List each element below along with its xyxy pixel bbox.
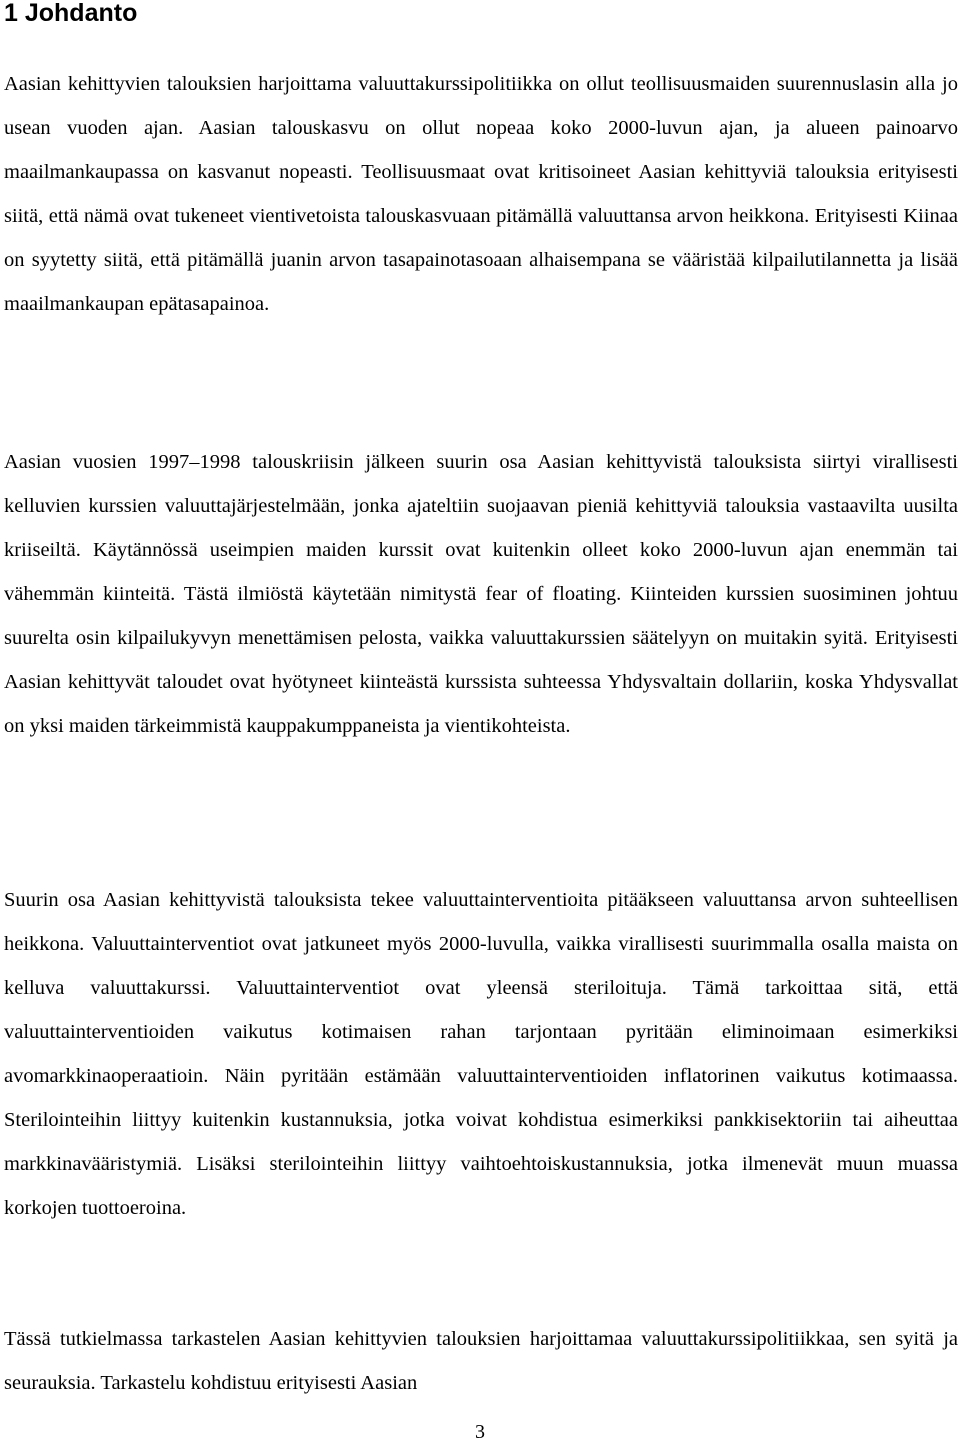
section-heading: 1 Johdanto [4, 0, 138, 27]
page-number: 3 [475, 1421, 485, 1443]
paragraph-1: Aasian kehittyvien talouksien harjoittama valuuttakurssipolitiikka on ollut teollisuusmaiden suurennuslasin alla jo usean vuoden ajan. Aasian talouskasvu on ollut nopeaa koko 2000-luvun ajan, ja alueen painoarvo maailmankaupassa on kasvanut nopeasti. Teollisuusmaat ovat kritisoineet Aasian kehittyviä talouksia erityisesti siitä, että nämä ovat tukeneet vientivetoista talouskasvuaan pitämällä valuuttansa arvon heikkona. Erityisesti Kiinaa on syytetty siitä, että pitämällä juanin arvon tasapainotasoaan alhaisempana se vääristää kilpailutilannetta ja lisää maailmankaupan epätasapainoa. [4, 73, 958, 315]
paragraph-4: Tässä tutkielmassa tarkastelen Aasian kehittyvien talouksien harjoittamaa valuuttakurssipolitiikkaa, sen syitä ja seurauksia. Tarkastelu kohdistuu erityisesti Aasian [4, 1328, 958, 1394]
paragraph-3: Suurin osa Aasian kehittyvistä talouksista tekee valuuttainterventioita pitääkseen valuuttansa arvon suhteellisen heikkona. Valuuttainterventiot ovat jatkuneet myös 2000-luvulla, vaikka virallisesti suurimmalla osalla maista on kelluva valuuttakurssi. Valuuttainterventiot ovat yleensä steriloituja. Tämä tarkoittaa sitä, että valuuttainterventioiden vaikutus kotimaisen rahan tarjontaan pyritään eliminoimaan esimerkiksi avomarkkinaoperaatioin. Näin pyritään estämään valuuttainterventioiden inflatorinen vaikutus kotimaassa. Sterilointeihin liittyy kuitenkin kustannuksia, jotka voivat kohdistua esimerkiksi pankkisektoriin tai aiheuttaa markkinavääristymiä. Lisäksi sterilointeihin liittyy vaihtoehtoiskustannuksia, jotka ilmenevät muun muassa korkojen tuottoeroina. [4, 889, 958, 1219]
paragraph-2: Aasian vuosien 1997–1998 talouskriisin jälkeen suurin osa Aasian kehittyvistä talouksista siirtyi virallisesti kelluvien kurssien valuuttajärjestelmään, jonka ajateltiin suojaavan pieniä kehittyviä talouksia vastaavilta uusilta kriiseiltä. Käytännössä useimpien maiden kurssit ovat kuitenkin olleet koko 2000-luvun ajan enemmän tai vähemmän kiinteitä. Tästä ilmiöstä käytetään nimitystä fear of floating. Kiinteiden kurssien suosiminen johtuu suurelta osin kilpailukyvyn menettämisen pelosta, vaikka valuuttakurssien säätelyyn on muitakin syitä. Erityisesti Aasian kehittyvät taloudet ovat hyötyneet kiinteästä kurssista suhteessa Yhdysvaltain dollariin, koska Yhdysvallat on yksi maiden tärkeimmistä kauppakumppaneista ja vientikohteista. [4, 451, 958, 737]
